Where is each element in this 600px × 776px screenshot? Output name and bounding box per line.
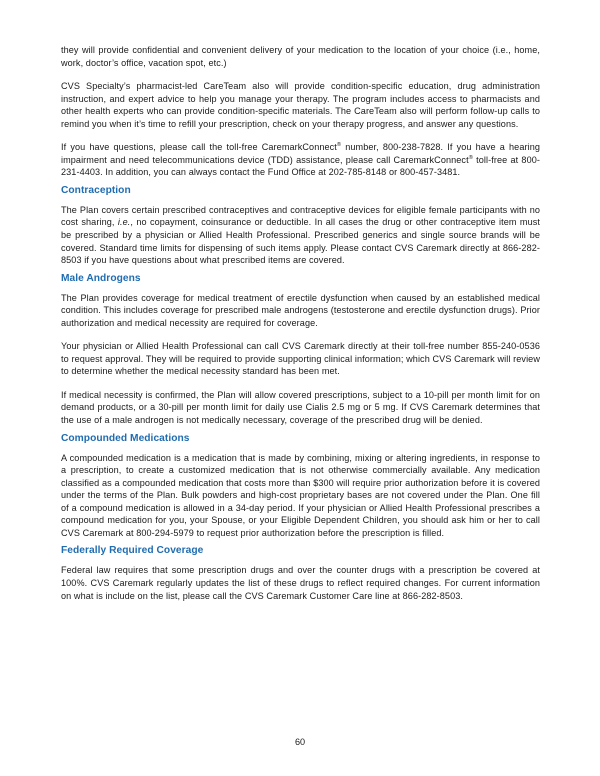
- page-content: [61, 44, 540, 602]
- section-heading-compounded-medications: Compounded Medications: [61, 432, 190, 444]
- paragraph: If you have questions, please call the toll-free CaremarkConnect® number, 800-238-7828. If you have a hearing impairment and need telecommunications device (TDD) assistance, please call CaremarkConnect® toll-free at 800-231-4403. In addition, you can always contact the Fund Office at 202-785-8148 or 800-457-3481.: [61, 142, 540, 178]
- paragraph: The Plan provides coverage for medical treatment of erectile dysfunction when caused by an established medical condition. This includes coverage for prescribed male androgens (testosterone and erectile dysfunction drugs). Prior authorization and medical necessity are required for coverage.: [61, 292, 540, 328]
- paragraph: CVS Specialty’s pharmacist-led CareTeam also will provide condition-specific education, drug administration instruction, and expert advice to help you manage your therapy. The program includes access to pharmacists and other health experts who can provide condition-specific materials. The CareTeam also will perform follow-up calls to remind you when it’s time to refill your prescription, check on your therapy progress, and answer any questions.: [61, 81, 540, 129]
- paragraph: A compounded medication is a medication that is made by combining, mixing or altering ingredients, in response to a prescription, to create a customized medication that is not otherwise commercially available. Any medication classified as a compounded medication that costs more than $300 will require prior authorization before it is covered under the terms of the Plan. Bulk powders and high-cost proprietary bases are not covered under the Plan. One fill of a compound medication is allowed in a 34-day period. If your physician or Allied Health Professional prescribes a compound medication for you, your Spouse, or your Eligible Dependent Children, you should ask him or her to call CVS Caremark at 800-294-5979 to request prior authorization before the prescription is filled.: [61, 452, 540, 538]
- section-contraception: [61, 184, 540, 267]
- sections-container: [61, 184, 540, 602]
- page-number: 60: [294, 737, 306, 747]
- paragraph: they will provide confidential and convenient delivery of your medication to the location of your choice (i.e., home, work, doctor’s office, vacation spot, etc.): [61, 45, 540, 68]
- paragraph: If medical necessity is confirmed, the Plan will allow covered prescriptions, subject to a 10-pill per month limit for on demand products, or a 30-pill per month limit for daily use Cialis 2.5 mg or 5 mg. If CVS Caremark determines that the use of a male androgen is not medically necessary, coverage of the prescribed drug will be denied.: [61, 389, 540, 426]
- paragraph: The Plan covers certain prescribed contraceptives and contraceptive devices for eligible female participants with no cost sharing, i.e., no copayment, coinsurance or deductible. In all cases the drug or other contraceptive item must be prescribed by a physician or Allied Health Professional. Prescribed generics and single source brands will be covered. Standard time limits for dispensing of such items apply. Please contact CVS Caremark directly at 866-282-8503 if you have questions about what prescribed items are covered.: [61, 204, 540, 266]
- section-heading-federally-required-coverage: Federally Required Coverage: [61, 545, 204, 557]
- paragraph: Your physician or Allied Health Professional can call CVS Caremark directly at their toll-free number 855-240-0536 to request approval. They will be required to provide supporting clinical information; which CVS Caremark will review to determine whether the medical necessity standard has been met.: [61, 341, 540, 377]
- section-male-androgens: [61, 272, 540, 427]
- section-compounded-medications: [61, 432, 540, 540]
- registered-trademark-symbol: ®: [336, 142, 342, 149]
- paragraph: Federal law requires that some prescription drugs and over the counter drugs with a prescription be covered at 100%. CVS Caremark regularly updates the list of these drugs to reflect required changes. For current information on what is include on the list, please call the CVS Caremark Customer Care line at 866-282-8503.: [61, 565, 540, 601]
- section-heading-male-androgens: Male Androgens: [61, 272, 141, 284]
- registered-trademark-symbol: ®: [468, 154, 473, 161]
- section-federally-required-coverage: [61, 544, 540, 602]
- emphasis-text: i.e.: [117, 217, 131, 228]
- section-heading-contraception: Contraception: [61, 184, 131, 196]
- intro-section: [61, 44, 540, 179]
